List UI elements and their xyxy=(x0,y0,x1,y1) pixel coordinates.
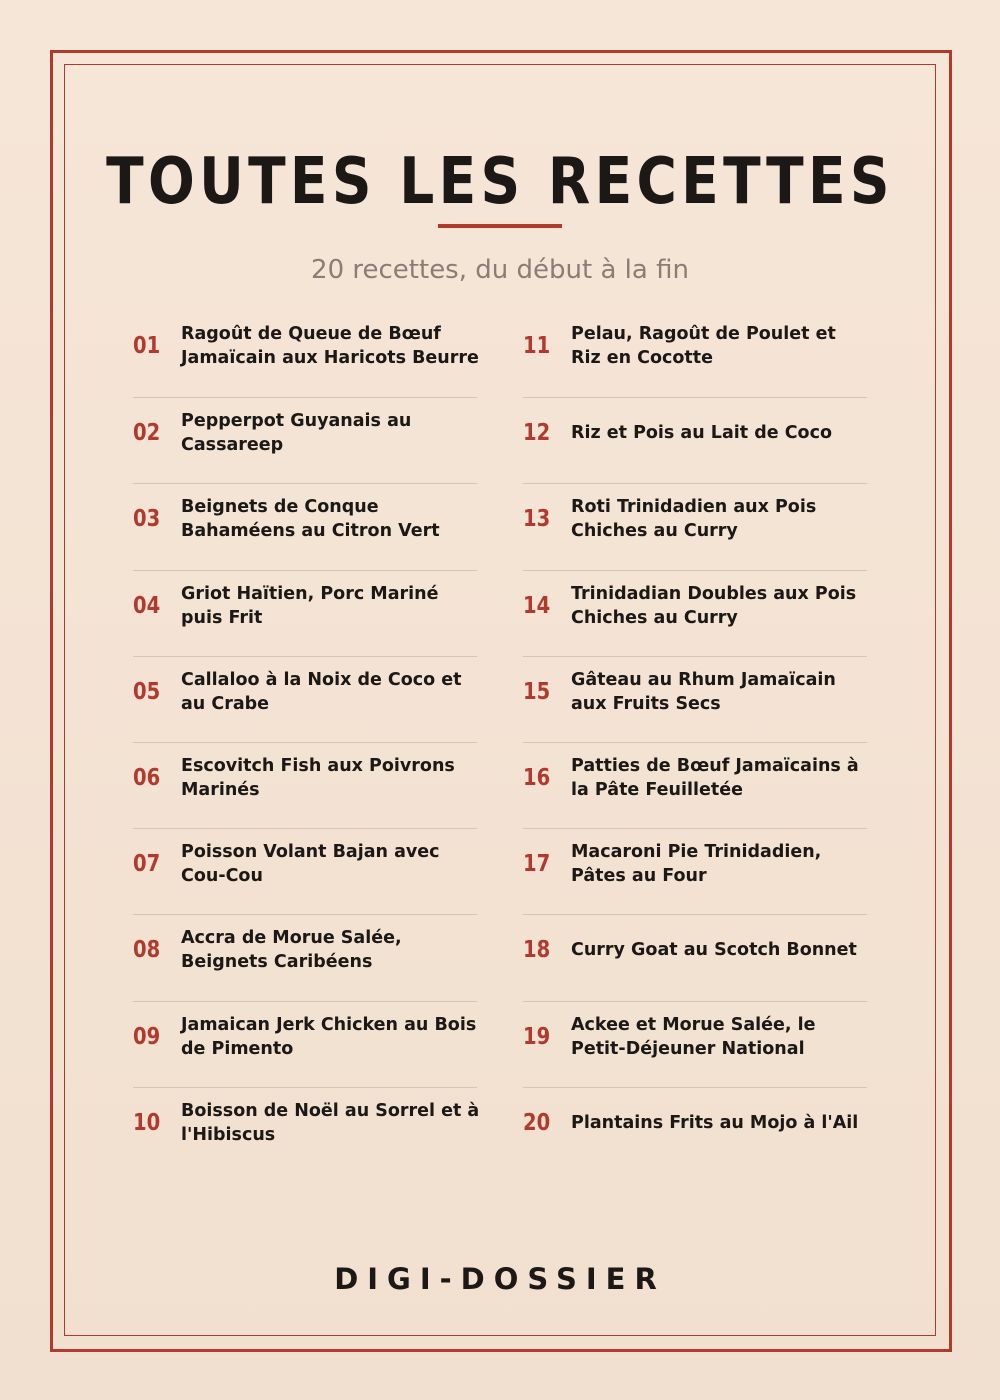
recipe-number: 04 xyxy=(133,593,161,619)
recipe-item[interactable] xyxy=(133,1087,480,1173)
recipe-number: 01 xyxy=(133,333,161,359)
recipe-number: 14 xyxy=(523,593,551,619)
recipe-title: Pepperpot Guyanais au Cassareep xyxy=(181,411,412,455)
recipe-item[interactable] xyxy=(523,1001,867,1087)
recipe-item[interactable] xyxy=(523,828,867,914)
recipe-number: 16 xyxy=(523,765,551,791)
recipe-item[interactable] xyxy=(133,1001,477,1087)
recipe-number: 11 xyxy=(523,333,551,359)
recipe-item[interactable] xyxy=(133,656,477,742)
recipe-number: 18 xyxy=(523,937,551,963)
recipe-number: 08 xyxy=(133,937,161,963)
recipe-item[interactable] xyxy=(523,914,867,1000)
recipe-number: 19 xyxy=(523,1024,551,1050)
recipe-number: 07 xyxy=(133,851,161,877)
recipe-title: Callaloo à la Noix de Coco et au Crabe xyxy=(181,670,462,714)
recipe-title: Plantains Frits au Mojo à l'Ail xyxy=(571,1113,859,1133)
recipe-item[interactable] xyxy=(523,483,867,569)
recipe-number: 09 xyxy=(133,1024,161,1050)
recipe-title: Escovitch Fish aux Poivrons Marinés xyxy=(181,756,455,800)
recipe-item[interactable] xyxy=(523,656,867,742)
recipe-item[interactable] xyxy=(523,397,867,483)
recipe-title: Trinidadian Doubles aux Pois Chiches au Curry xyxy=(571,584,857,628)
recipe-title: Jamaican Jerk Chicken au Bois de Pimento xyxy=(181,1015,477,1059)
page-subtitle: 20 recettes, du début à la fin xyxy=(311,255,689,285)
recipe-item[interactable] xyxy=(523,742,867,828)
recipe-item[interactable] xyxy=(523,1087,867,1173)
recipe-item[interactable] xyxy=(133,828,477,914)
recipe-number: 13 xyxy=(523,506,551,532)
recipe-item[interactable] xyxy=(133,570,477,656)
recipe-number: 12 xyxy=(523,420,551,446)
recipe-number: 06 xyxy=(133,765,161,791)
recipe-title: Ragoût de Queue de Bœuf Jamaïcain aux Haricots Beurre xyxy=(181,324,479,368)
recipe-item[interactable] xyxy=(133,311,477,397)
page-title: TOUTES LES RECETTES xyxy=(106,145,894,219)
recipe-number: 05 xyxy=(133,679,161,705)
recipe-number: 17 xyxy=(523,851,551,877)
recipe-title: Beignets de Conque Bahaméens au Citron Vert xyxy=(181,497,440,541)
recipe-title: Pelau, Ragoût de Poulet et Riz en Cocotte xyxy=(571,324,836,368)
recipe-title: Accra de Morue Salée, Beignets Caribéens xyxy=(181,928,402,972)
recipe-title: Boisson de Noël au Sorrel et à l'Hibiscus xyxy=(181,1101,480,1145)
recipe-title: Riz et Pois au Lait de Coco xyxy=(571,423,832,443)
recipe-number: 15 xyxy=(523,679,551,705)
recipe-number: 02 xyxy=(133,420,161,446)
recipe-item[interactable] xyxy=(523,570,867,656)
recipe-item[interactable] xyxy=(523,311,867,397)
recipe-number: 20 xyxy=(523,1110,551,1136)
recipe-title: Poisson Volant Bajan avec Cou-Cou xyxy=(181,842,440,886)
title-underline xyxy=(438,224,562,228)
recipe-item[interactable] xyxy=(133,914,477,1000)
recipe-title: Curry Goat au Scotch Bonnet xyxy=(571,940,857,960)
recipe-item[interactable] xyxy=(133,742,477,828)
recipe-title: Gâteau au Rhum Jamaïcain aux Fruits Secs xyxy=(571,670,836,714)
recipe-number: 03 xyxy=(133,506,161,532)
recipe-title: Ackee et Morue Salée, le Petit-Déjeuner National xyxy=(571,1015,816,1059)
recipe-title: Patties de Bœuf Jamaïcains à la Pâte Feuilletée xyxy=(571,756,859,800)
recipe-item[interactable] xyxy=(133,483,477,569)
recipe-title: Macaroni Pie Trinidadien, Pâtes au Four xyxy=(571,842,822,886)
recipe-item[interactable] xyxy=(133,397,477,483)
recipe-title: Roti Trinidadien aux Pois Chiches au Curry xyxy=(571,497,817,541)
recipe-title: Griot Haïtien, Porc Mariné puis Frit xyxy=(181,584,439,628)
recipe-number: 10 xyxy=(133,1110,161,1136)
brand-footer: DIGI-DOSSIER xyxy=(334,1262,666,1296)
